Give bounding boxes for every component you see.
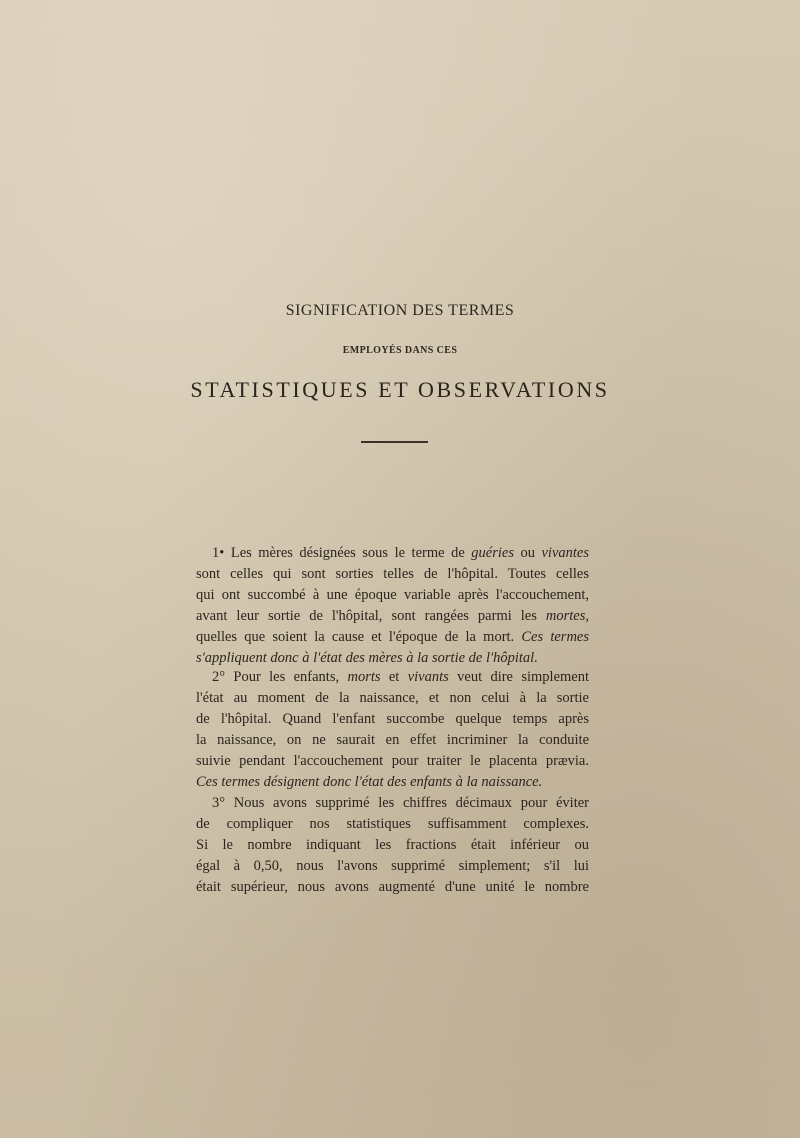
paragraph-line xyxy=(196,606,589,627)
paragraph-line: de compliquer nos statistiques suffisamment complexes. xyxy=(196,816,589,832)
paragraph-line: Ces termes désignent donc l'état des enfants à la naissance. xyxy=(196,774,543,790)
paragraph-line xyxy=(196,627,589,648)
text-run: quelles que soient la cause et l'époque de la mort. xyxy=(196,629,522,645)
italic-run: vivants xyxy=(407,669,449,685)
paragraph-line: 3° Nous avons supprimé les chiffres décimaux pour éviter xyxy=(212,795,589,811)
text-run: avant leur sortie de l'hôpital, sont rangées parmi les xyxy=(196,608,546,624)
paragraph-2 xyxy=(196,667,589,793)
paragraph-line: de l'hôpital. Quand l'enfant succombe quelque temps après xyxy=(196,711,589,727)
paragraph-line: s'appliquent donc à l'état des mères à la sortie de l'hôpital. xyxy=(196,650,538,666)
paragraph-line xyxy=(196,543,589,564)
text-run: ou xyxy=(513,545,542,561)
divider-rule xyxy=(361,441,428,443)
paragraph-line: Si le nombre indiquant les fractions était inférieur ou xyxy=(196,837,589,853)
heading-line-3: STATISTIQUES ET OBSERVATIONS xyxy=(190,377,610,402)
italic-run: guéries xyxy=(471,545,514,561)
text-run: veut dire simplement xyxy=(448,669,590,685)
text-run: et xyxy=(380,669,408,685)
heading-line-2: EMPLOYÉS DANS CES xyxy=(342,345,458,356)
text-run: 2° Pour les enfants, xyxy=(212,669,348,685)
paragraph-line: égal à 0,50, nous l'avons supprimé simplement; s'il lui xyxy=(196,858,589,874)
italic-run: Ces termes xyxy=(521,629,589,645)
paragraph-line: qui ont succombé à une époque variable après l'accouchement, xyxy=(196,587,589,603)
paragraph-line: la naissance, on ne saurait en effet incriminer la conduite xyxy=(196,732,589,748)
paragraph-1 xyxy=(196,543,589,669)
paragraph-3 xyxy=(196,793,589,898)
italic-run: morts xyxy=(347,669,381,685)
text-run: 1• Les mères désignées sous le terme de xyxy=(212,545,472,561)
italic-run: vivantes xyxy=(541,545,590,561)
italic-run: mortes, xyxy=(545,608,589,624)
paragraph-line: sont celles qui sont sorties telles de l'hôpital. Toutes celles xyxy=(196,566,589,582)
paragraph-line: l'état au moment de la naissance, et non celui à la sortie xyxy=(196,690,589,706)
paragraph-line xyxy=(196,667,589,688)
paragraph-line: suivie pendant l'accouchement pour traiter le placenta prævia. xyxy=(196,753,589,769)
paragraph-line: était supérieur, nous avons augmenté d'une unité le nombre xyxy=(196,879,589,895)
heading-line-1: SIGNIFICATION DES TERMES xyxy=(285,302,515,319)
